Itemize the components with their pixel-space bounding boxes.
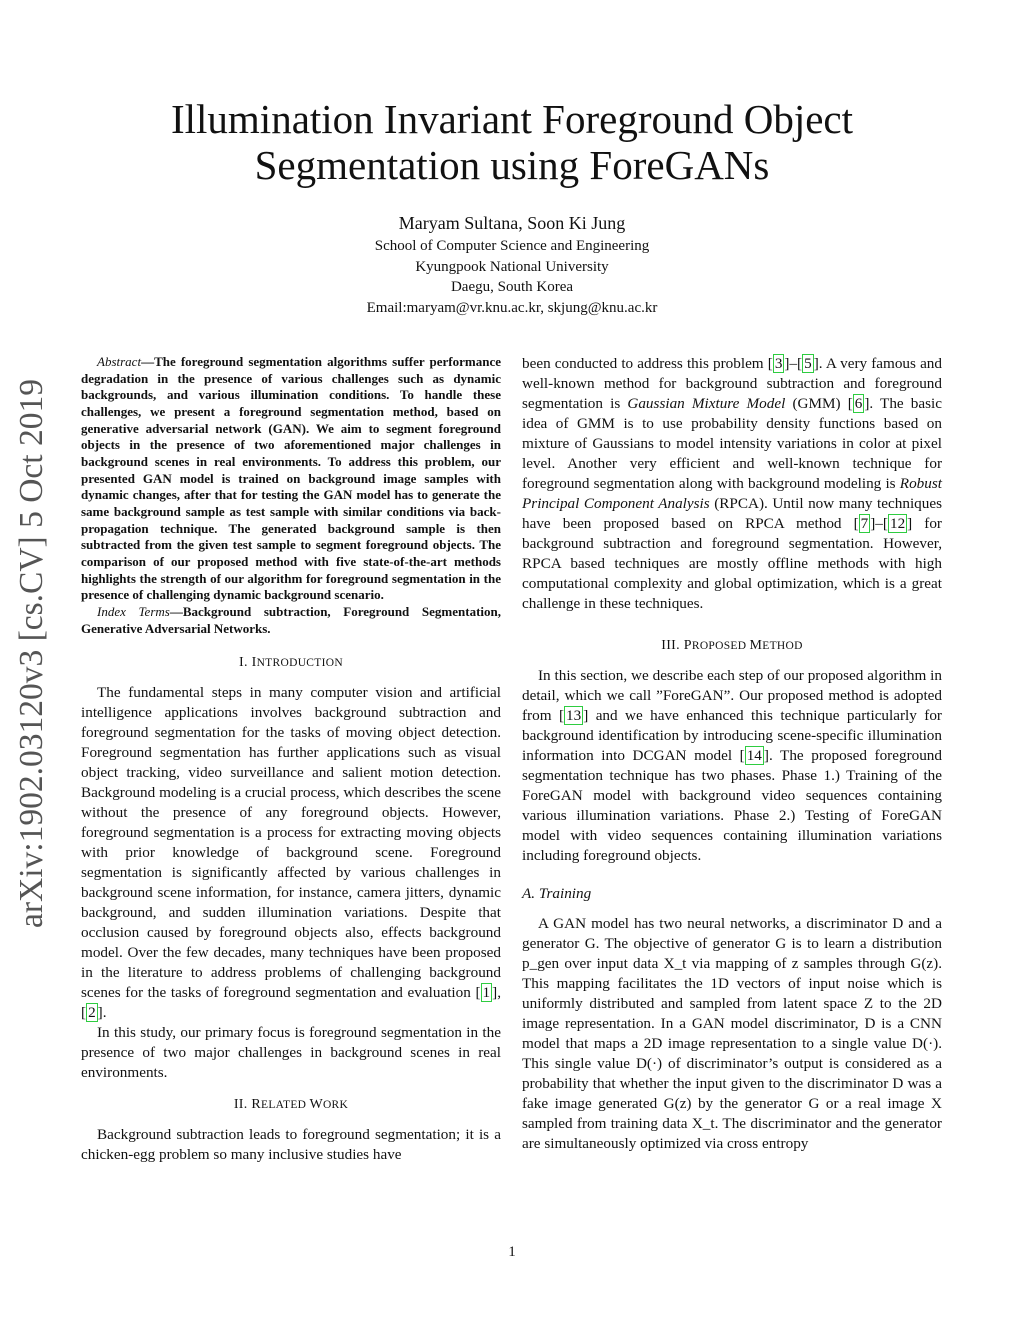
citation-link[interactable]: 5	[804, 355, 812, 372]
index-terms-text: —Background subtraction, Foreground Segmentation, Generative Adversarial Networks.	[81, 603, 501, 636]
citation-link[interactable]: 2	[88, 1004, 96, 1022]
citation-link[interactable]: 6	[854, 395, 863, 412]
section-heading-proposed-method: III. PROPOSED METHOD	[661, 638, 803, 653]
title-line-2: Segmentation using ForeGANs	[254, 142, 770, 188]
affiliation-line: School of Computer Science and Engineering	[374, 238, 650, 254]
citation-link[interactable]: 1	[482, 984, 491, 1002]
page-number: 1	[508, 1244, 516, 1260]
related-paragraph-continued: been conducted to address this problem [ 3 ]–[ 5 ]. A very famous and well-known method for background subtraction and foreground segmentation is Gaussian Mixture Model (GMM) [ 6 ]. The basic idea of GMM is to use probability density functions based on mixture of Gaussians to model intensity variations in color at pixel level. Another very efficient and well-known technique for foreground segmentation along with background modeling is Robust Principal Component Analysis (RPCA). Until now many techniques have been proposed based on RPCA method [ 7 ]–[ 12 ] for background subtraction and foreground segmentation. However, RPCA based techniques are mostly offline methods with high computational complexity and global optimization, which is a great challenge in these techniques.	[522, 355, 943, 612]
related-paragraph-start: Background subtraction leads to foreground segmentation; it is a chicken-egg problem so many inclusive studies have	[81, 1126, 501, 1164]
abstract-label: Abstract	[97, 354, 142, 369]
subsection-heading-training: A. Training	[522, 885, 592, 902]
index-terms	[81, 604, 501, 637]
affiliation-line: Daegu, South Korea	[450, 279, 574, 295]
intro-paragraph-2: In this study, our primary focus is foreground segmentation in the presence of two major challenges in background scenes in real environments.	[81, 1024, 501, 1082]
right-column	[522, 354, 942, 1154]
citation-link[interactable]: 3	[774, 355, 783, 372]
training-paragraph: A GAN model has two neural networks, a discriminator D and a generator G. The objective of generator G is to learn a distribution p_gen over input data X_t via mapping of z samples through G(z). This mapping facilitates the 1D vectors of input noise which is uniformly distributed and sampled from latent space Z to the 2D image representation. In a GAN model discriminator, D is a CNN model that maps a 2D image representation to a single value D(·). This single value D(·) of discriminator’s output is considered as a probability that whether the input given to the discriminator D was a fake image generated G(z) by the generator G or a real image X sampled from training data X_t. The discriminator and the generator are simultaneously optimized via cross entropy	[522, 915, 942, 1152]
section-heading-related-work: II. RELATED WORK	[233, 1097, 349, 1113]
arxiv-stamp: arXiv:1902.03120v3 [cs.CV] 5 Oct 2019	[13, 379, 50, 928]
proposed-paragraph: In this section, we describe each step of our proposed algorithm in detail, which we call ”ForeGAN”. Our proposed method is adopted from [ 13 ] and we have enhanced this technique particularly for background identification by introducing scene-specific illumination information into DCGAN model [ 14 ]. The proposed foreground segmentation technique has two phases. Phase 1.) Training of the ForeGAN model with background video sequences containing various illumination variations. Phase 2.) Testing of ForeGAN model with video sequences containing illumination variations including foreground objects.	[522, 667, 942, 864]
index-terms-label: Index Terms	[97, 603, 170, 619]
citation-link[interactable]: 12	[889, 515, 906, 532]
citation-link[interactable]: 7	[860, 515, 869, 532]
paper-title	[0, 96, 1024, 188]
abstract	[81, 354, 501, 604]
abstract-text: —The foreground segmentation algorithms suffer performance degradation in the presence of various challenges such as dynamic backgrounds, and various illumination conditions. To handle these challenges, we present a foreground segmentation method, based on generative adversarial network (GAN). We aim to segment foreground objects in the presence of two aforementioned major challenges in background scenes in real environments. To address this problem, our presented GAN model is trained on background image samples with dynamic changes, after that for testing the GAN model has to generate the same background sample as test sample with similar conditions via back-propagation technique. The generated background sample is then subtracted from the given test sample to segment foreground objects. The comparison of our proposed method with five state-of-the-art methods highlights the strength of our algorithm for foreground segmentation in the presence of challenging dynamic background scenario.	[81, 354, 501, 603]
email-line: Email:maryam@vr.knu.ac.kr, skjung@knu.ac.kr	[366, 299, 658, 316]
authors: Maryam Sultana, Soon Ki Jung	[398, 213, 626, 233]
affiliation	[0, 236, 1024, 318]
affiliation-line: Kyungpook National University	[415, 258, 609, 275]
citation-link[interactable]: 13	[566, 707, 582, 724]
citation-link[interactable]: 14	[746, 747, 762, 764]
section-heading-introduction: I. INTRODUCTION	[239, 655, 343, 671]
intro-paragraph-1: The fundamental steps in many computer vision and artificial intelligence applications involves background subtraction and foreground segmentation for the tasks of moving object detection. Foreground segmentation has further applications such as visual object tracking, video surveillance and salient motion detection. Background modeling is a crucial process, which describes the scene without the presence of any foreground objects. However, foreground segmentation is a process for extracting moving objects with prior knowledge of background scene. Foreground segmentation is significantly affected by various challenges in background scene information, for instance, camera jitters, dynamic background, and sudden illumination variations. Despite that occlusion caused by foreground objects also, effects background model. Over the few decades, many techniques have been proposed in the literature to address problems of challenging background scenes for the tasks of foreground segmentation and evaluation [ 1 ], [ 2 ].	[81, 684, 501, 1022]
title-line-1: Illumination Invariant Foreground Object	[170, 96, 854, 142]
left-column	[81, 354, 501, 1165]
